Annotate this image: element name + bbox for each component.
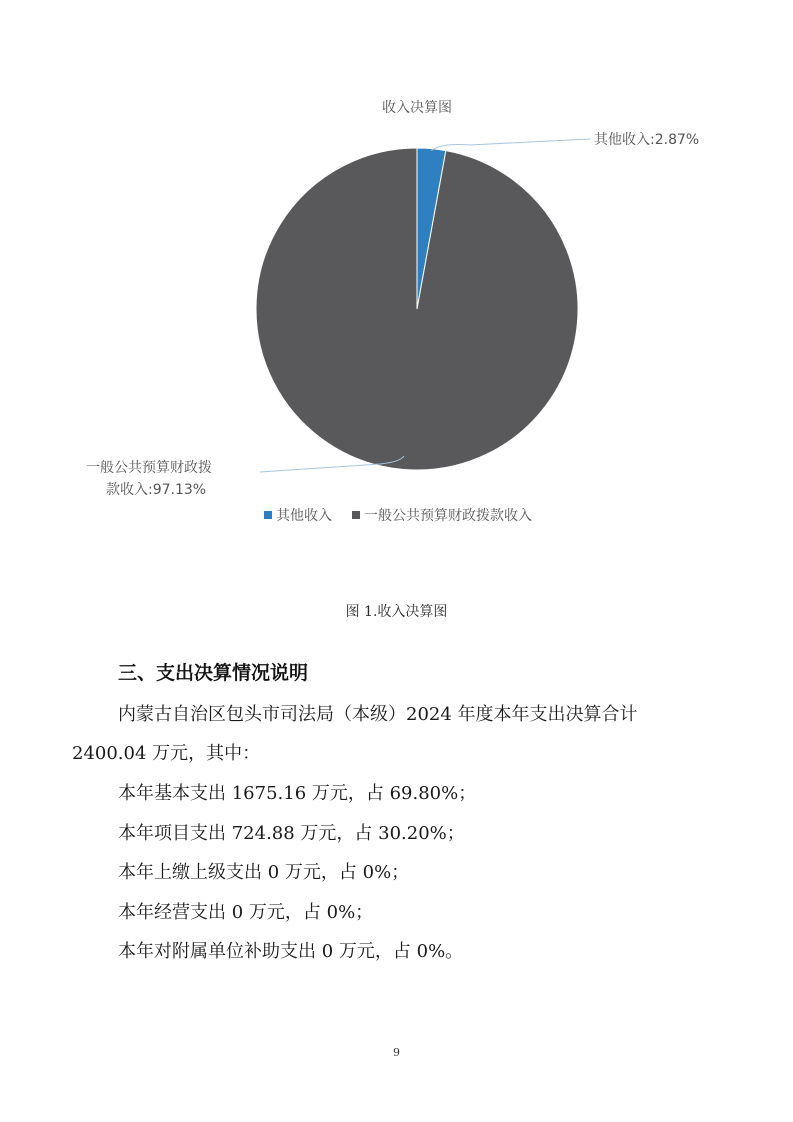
body-line-6: 本年经营支出 0 万元，占 0%； — [118, 902, 374, 923]
body-line-7: 本年对附属单位补助支出 0 万元，占 0%。 — [118, 941, 464, 962]
body-line-1: 内蒙古自治区包头市司法局（本级）2024 年度本年支出决算合计 — [118, 704, 638, 725]
body-line-5: 本年上缴上级支出 0 万元，占 0%； — [118, 862, 410, 883]
pie-slice-general-budget — [256, 148, 578, 470]
body-line-2: 2400.04 万元，其中： — [72, 743, 261, 764]
pie-slices — [256, 148, 578, 470]
leader-line-other-income — [431, 139, 590, 151]
legend-swatch-other-income — [264, 511, 272, 519]
data-label-general-budget-line2: 款收入:97.13% — [106, 482, 207, 498]
legend-label-other-income: 其他收入 — [276, 508, 332, 524]
data-label-general-budget-line1: 一般公共预算财政拨 — [86, 460, 212, 476]
figure-caption: 图 1.收入决算图 — [345, 604, 448, 620]
chart-title: 收入决算图 — [382, 100, 452, 116]
body-line-4: 本年项目支出 724.88 万元，占 30.20%； — [118, 823, 465, 844]
legend-label-general-budget: 一般公共预算财政拨款收入 — [364, 508, 532, 524]
page-number: 9 — [393, 1046, 400, 1059]
body-line-3: 本年基本支出 1675.16 万元，占 69.80%； — [118, 783, 477, 804]
data-label-other-income: 其他收入:2.87% — [594, 132, 700, 148]
legend-swatch-general-budget — [352, 511, 360, 519]
section-heading: 三、支出决算情况说明 — [118, 662, 309, 684]
income-pie-chart — [0, 0, 793, 560]
chart-legend — [264, 507, 532, 524]
